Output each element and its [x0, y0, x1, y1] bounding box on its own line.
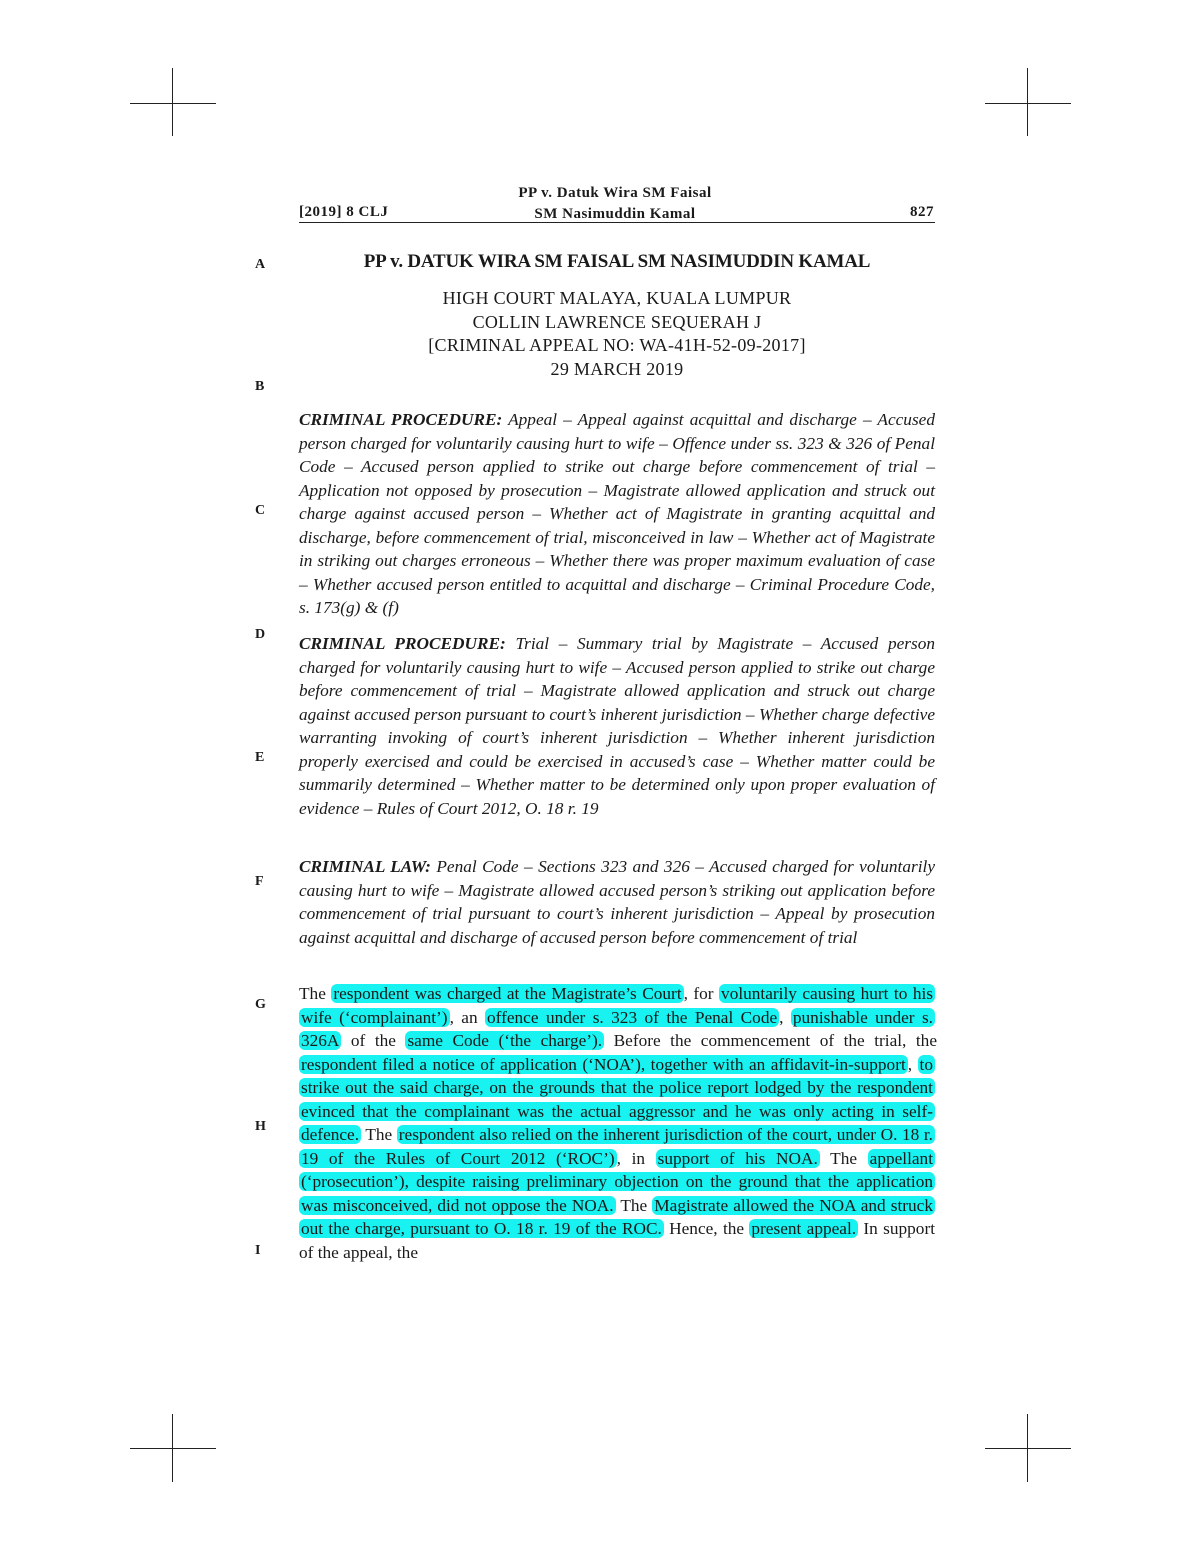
headnote-text: The	[819, 1148, 868, 1168]
court-name: HIGH COURT MALAYA, KUALA LUMPUR	[442, 288, 792, 308]
crop-mark	[1027, 68, 1028, 136]
crop-mark	[985, 103, 1071, 104]
catchword-text: Penal Code – Sections 323 and 326 – Accused charged for voluntarily causing hurt to wife – Magistrate allowed accused person’s striking out application before commencement of trial pursuant to court’s inherent jurisdiction – Appeal by prosecution against acquittal and discharge of accused person before commencement of trial	[299, 857, 935, 947]
headnote-text: Before the commencement of the trial, the	[604, 1031, 937, 1050]
crop-mark	[172, 1414, 173, 1482]
headnote-text: Hence, the	[663, 1219, 750, 1238]
highlighted-text: respondent filed a notice of application (‘NOA’), together with an affidavit-in-support	[301, 1054, 906, 1074]
headnote-text: , in	[616, 1148, 656, 1168]
margin-letter: G	[255, 997, 266, 1012]
catchword-text: Appeal – Appeal against acquittal and discharge – Accused person charged for voluntarily causing hurt to wife – Offence under ss. 323 & 326 of Penal Code – Accused person applied to strike out charge before commencement of trial – Application not opposed by prosecution – Magistrate allowed application and struck out charge against accused person – Whether act of Magistrate in granting acquittal and discharge, before commencement of trial, misconceived in law – Whether act of Magistrate in striking out charges erroneous – Whether there was proper maximum evaluation of case – Whether accused person entitled to acquittal and discharge – Criminal Procedure Code, s. 173(g) & (f)	[299, 410, 935, 617]
catchword-heading: CRIMINAL LAW:	[299, 857, 431, 876]
highlighted-text: punishable under s. 326A	[301, 1007, 933, 1050]
running-title-line: PP v. Datuk Wira SM Faisal	[518, 185, 712, 201]
margin-letter: I	[255, 1243, 261, 1258]
catchword-paragraph	[299, 632, 935, 820]
headnote-text: The	[615, 1195, 653, 1215]
margin-letter: B	[255, 379, 265, 394]
crop-mark	[985, 1448, 1071, 1449]
catchword-text: Trial – Summary trial by Magistrate – Accused person charged for voluntarily causing hurt to wife – Accused person applied to strike out charge before commencement of trial – Magistrate allowed application and struck out charge against accused person pursuant to court’s inherent jurisdiction – Whether charge defective warranting invoking of court’s inherent jurisdiction – Whether inherent jurisdiction properly exercised and could be exercised in accused’s case – Whether matter could be summarily determined – Whether matter to be determined only upon proper evaluation of evidence – Rules of Court 2012, O. 18 r. 19	[299, 634, 936, 818]
highlighted-text: appellant (‘prosecution’), despite raising preliminary objection on the ground that the application was misconceived, did not oppose the NOA.	[301, 1148, 933, 1215]
highlighted-text: respondent was charged at the Magistrate’s Court	[333, 984, 682, 1003]
catchword-heading: CRIMINAL PROCEDURE:	[299, 634, 506, 653]
crop-mark	[172, 68, 173, 136]
margin-letter: C	[255, 503, 266, 518]
headnote-text: , for	[683, 984, 720, 1003]
appeal-number: [CRIMINAL APPEAL NO: WA-41H-52-09-2017]	[428, 335, 806, 355]
judge-name: COLLIN LAWRENCE SEQUERAH J	[472, 311, 762, 332]
highlighted-text: same Code (‘the charge’).	[407, 1031, 603, 1050]
headnote-text: In support of the appeal, the	[299, 1219, 936, 1262]
judgment-date: 29 MARCH 2019	[550, 358, 684, 379]
margin-letter: H	[255, 1119, 266, 1134]
margin-letter: D	[255, 627, 266, 642]
running-title	[460, 183, 770, 225]
headnote-text: ,	[907, 1054, 918, 1074]
law-report-citation: [2019] 8 CLJ	[299, 204, 389, 220]
headnote-text: The	[299, 984, 332, 1003]
crop-mark	[130, 1448, 216, 1449]
catchword-heading: CRIMINAL PROCEDURE:	[299, 410, 503, 429]
running-title-line: SM Nasimuddin Kamal	[534, 206, 696, 222]
margin-letter: F	[255, 874, 264, 889]
highlighted-text: support of his NOA.	[657, 1148, 818, 1168]
highlighted-text: respondent also relied on the inherent jurisdiction of the court, under O. 18 r. 19 of the Rules of Court 2012 (‘ROC’)	[301, 1125, 933, 1168]
page-number: 827	[910, 204, 934, 220]
highlighted-text: offence under s. 323 of the Penal Code	[487, 1007, 778, 1027]
margin-letter: A	[255, 257, 266, 272]
highlighted-text: voluntarily causing hurt to his wife (‘complainant’)	[301, 984, 933, 1027]
headnote-text: ,	[779, 1007, 791, 1027]
catchword-paragraph	[299, 408, 935, 620]
margin-letter: E	[255, 750, 265, 765]
catchword-paragraph	[299, 855, 935, 949]
headnote-text: of the	[341, 1031, 406, 1050]
header-divider	[299, 222, 935, 223]
case-title: PP v. DATUK WIRA SM FAISAL SM NASIMUDDIN KAMAL	[363, 251, 871, 272]
headnote-text: , an	[449, 1007, 486, 1027]
highlighted-text: to strike out the said charge, on the grounds that the police report lodged by the respondent evinced that the complainant was the actual aggressor and he was only acting in self-defence.	[301, 1054, 933, 1144]
highlighted-text: Magistrate allowed the NOA and struck out the charge, pursuant to O. 18 r. 19 of the ROC.	[301, 1195, 933, 1238]
highlighted-text: present appeal.	[751, 1219, 857, 1238]
headnote-paragraph	[299, 982, 935, 1264]
court-details	[299, 287, 935, 381]
headnote-text: The	[361, 1125, 397, 1144]
crop-mark	[1027, 1414, 1028, 1482]
crop-mark	[130, 103, 216, 104]
